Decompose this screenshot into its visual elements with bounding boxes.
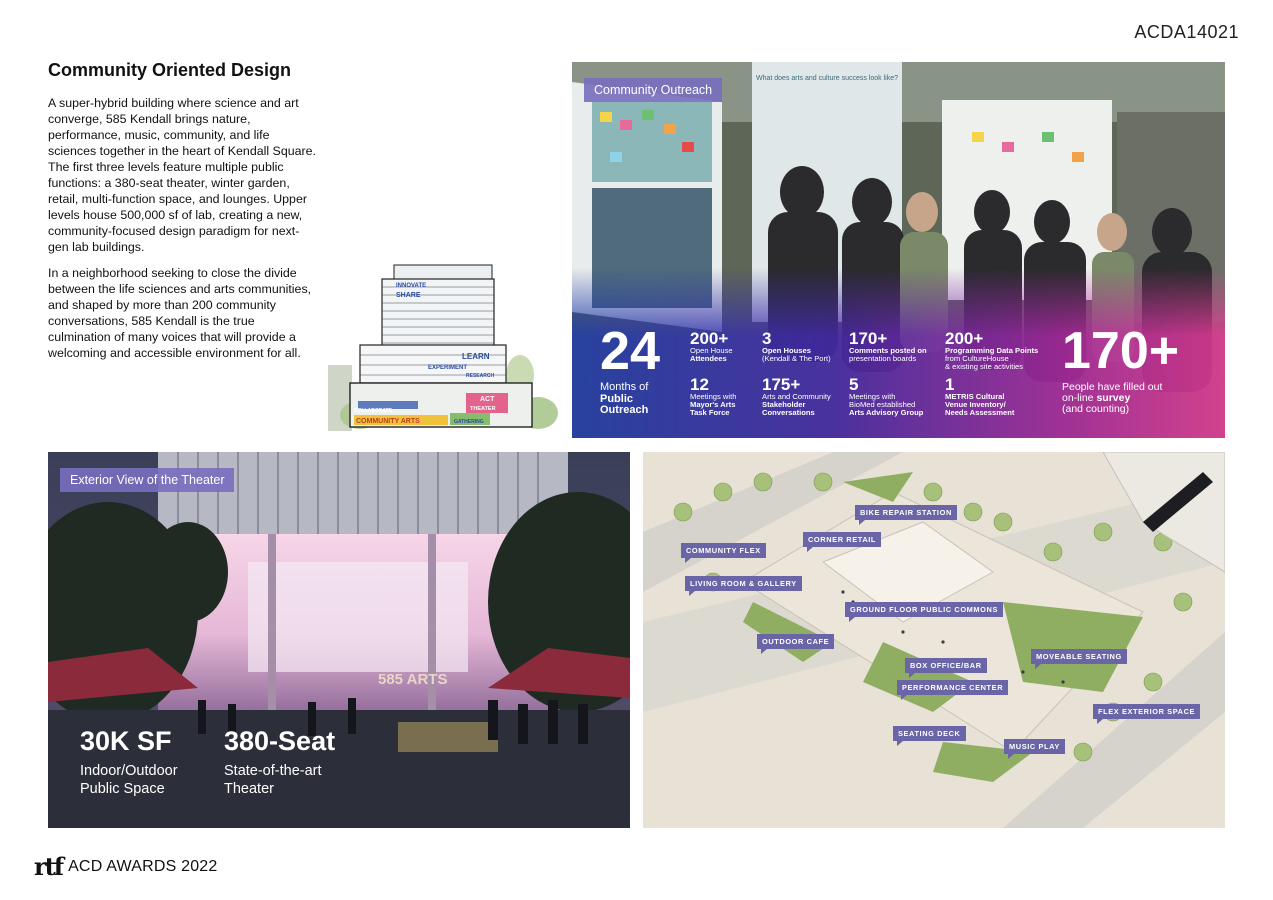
label-flex-exterior: FLEX EXTERIOR SPACE xyxy=(1093,704,1200,719)
poster-question: What does arts and culture success look like? xyxy=(755,75,899,82)
label-living-room: LIVING ROOM & GALLERY xyxy=(685,576,802,591)
intro-block xyxy=(48,60,316,371)
footer xyxy=(34,852,217,881)
label-collaborate: COLLABORATE xyxy=(354,408,392,414)
stat-number: 1 xyxy=(945,375,955,394)
stat-text: presentation boards xyxy=(849,354,917,363)
theater-sign: 585 ARTS xyxy=(378,671,448,688)
stat-public-space-line2: Public Space xyxy=(80,781,165,797)
stat-programming-data-points xyxy=(945,330,1038,371)
stat-text: METRIS Cultural xyxy=(945,392,1005,401)
stat-public-space-line1: Indoor/Outdoor xyxy=(80,763,178,779)
label-community-arts: COMMUNITY ARTS xyxy=(356,418,420,425)
stat-text: Open House xyxy=(690,346,733,355)
label-bike-repair: BIKE REPAIR STATION xyxy=(855,505,957,520)
stat-number: 3 xyxy=(762,329,772,348)
stat-text: Programming Data Points xyxy=(945,346,1039,355)
rtf-logo: rtf xyxy=(34,852,63,881)
stat-text: Meetings with xyxy=(849,392,896,401)
site-plan-panel xyxy=(643,452,1225,828)
stat-theater-seats-number: 380-Seat xyxy=(224,726,336,756)
stat-text: Needs Assessment xyxy=(945,408,1015,417)
stat-text: Venue Inventory/ xyxy=(945,400,1006,409)
stat-open-house-attendees xyxy=(690,330,733,363)
community-outreach-tag: Community Outreach xyxy=(584,78,722,102)
stat-text: (Kendall & The Port) xyxy=(762,354,831,363)
stat-open-houses xyxy=(762,330,831,363)
stat-text: Conversations xyxy=(762,408,815,417)
label-act: ACT xyxy=(480,396,495,403)
label-performance-center: PERFORMANCE CENTER xyxy=(897,680,1008,695)
months-number: 24 xyxy=(600,321,661,381)
months-label xyxy=(600,382,648,417)
community-outreach-panel xyxy=(572,62,1225,438)
stat-number: 200+ xyxy=(690,329,729,348)
label-community-flex: COMMUNITY FLEX xyxy=(681,543,766,558)
stat-number: 5 xyxy=(849,375,859,394)
stat-metris-inventory xyxy=(945,376,1014,417)
theater-tag: Exterior View of the Theater xyxy=(60,468,234,492)
label-outdoor-cafe: OUTDOOR CAFE xyxy=(757,634,834,649)
stat-theater-line1: State-of-the-art xyxy=(224,763,322,779)
stat-text: Attendees xyxy=(690,354,727,363)
months-label-line1: Months of xyxy=(600,381,649,393)
stat-text: Arts Advisory Group xyxy=(849,408,924,417)
months-label-line3: Outreach xyxy=(600,404,649,416)
stat-text: BioMed established xyxy=(849,400,916,409)
stat-number: 200+ xyxy=(945,329,984,348)
stat-text: Stakeholder xyxy=(762,400,806,409)
label-theater: THEATER xyxy=(470,406,496,412)
label-seating-deck: SEATING DECK xyxy=(893,726,966,741)
label-public-commons: GROUND FLOOR PUBLIC COMMONS xyxy=(845,602,1003,617)
stat-number: 170+ xyxy=(849,329,888,348)
stat-public-space-number: 30K SF xyxy=(80,726,172,756)
intro-paragraph-2: In a neighborhood seeking to close the divide between the life sciences and arts communities, and shaped by more than 200 community conversations, 585 Kendall is the true culmination of many voices that will provide a welcoming and accessible environment for all. xyxy=(48,266,312,360)
stat-text: Open Houses xyxy=(762,346,811,355)
label-experiment: EXPERIMENT xyxy=(428,365,468,371)
stat-stakeholder-conversations xyxy=(762,376,831,417)
label-research: RESEARCH xyxy=(466,373,495,379)
survey-label xyxy=(1062,382,1162,415)
label-corner-retail: CORNER RETAIL xyxy=(803,532,881,547)
footer-award-text: ACD AWARDS 2022 xyxy=(68,857,218,875)
survey-line3: (and counting) xyxy=(1062,403,1130,415)
stat-text: Comments posted on xyxy=(849,346,927,355)
label-share: SHARE xyxy=(396,292,421,299)
label-gathering: GATHERING xyxy=(454,419,484,425)
stat-theater-line2: Theater xyxy=(224,781,274,797)
stat-mayors-meetings xyxy=(690,376,736,417)
theater-exterior-panel xyxy=(48,452,630,828)
label-music-play: MUSIC PLAY xyxy=(1004,739,1065,754)
stat-advisory-meetings xyxy=(849,376,923,417)
stat-public-space-label xyxy=(80,762,178,798)
stat-comments xyxy=(849,330,927,363)
building-section-drawing xyxy=(320,255,560,435)
survey-line2: on-line xyxy=(1062,392,1097,404)
intro-paragraph-1: A super-hybrid building where science and art converge, 585 Kendall brings nature, performance, music, community, and life sciences together in the heart of Kendall Square. The first three levels feature multiple public functions: a 380-seat theater, winter garden, retail, multi-function space, and lounges. Upper levels house 500,000 sf of lab, creating a new, community-focused design paradigm for next-gen lab buildings. xyxy=(48,96,316,254)
survey-line2-bold: survey xyxy=(1096,392,1131,404)
stat-text: Mayor's Arts xyxy=(690,400,736,409)
project-code: ACDA14021 xyxy=(1134,22,1239,42)
stat-text: Task Force xyxy=(690,408,730,417)
stat-theater-label xyxy=(224,762,322,798)
stat-number: 12 xyxy=(690,375,709,394)
label-innovate: INNOVATE xyxy=(396,283,427,289)
stat-text: Arts and Community xyxy=(762,392,831,401)
months-label-line2: Public xyxy=(600,392,634,405)
survey-number: 170+ xyxy=(1062,322,1180,380)
stat-number: 175+ xyxy=(762,375,801,394)
stat-text: from CultureHouse xyxy=(945,354,1009,363)
stat-text: Meetings with xyxy=(690,392,737,401)
label-learn: LEARN xyxy=(462,352,490,361)
page-title: Community Oriented Design xyxy=(48,60,292,80)
label-box-office: BOX OFFICE/BAR xyxy=(905,658,987,673)
label-moveable-seating: MOVEABLE SEATING xyxy=(1031,649,1127,664)
survey-line1: People have filled out xyxy=(1062,381,1163,393)
stat-text: & existing site activities xyxy=(945,362,1024,371)
